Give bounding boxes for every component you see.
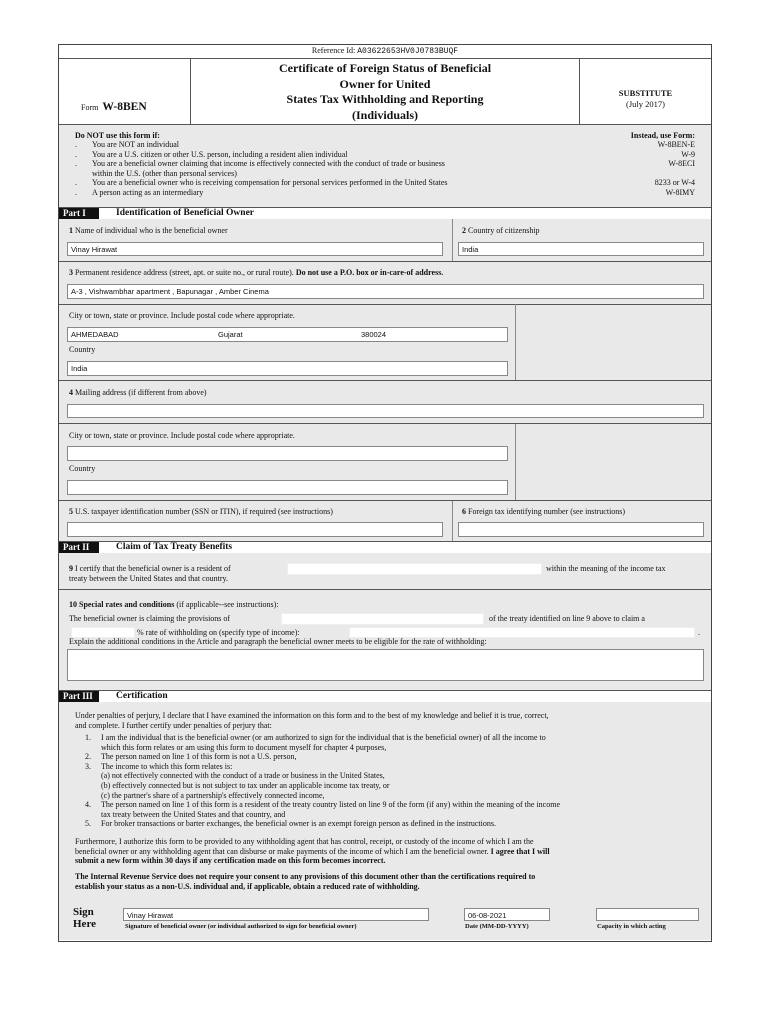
donot-list [75,140,448,198]
paragraph-line: submit a new form within 30 days if any certification made on this form becomes incorrect. [75,856,386,866]
line9-text: 9 I certify that the beneficial owner is a resident of [69,564,231,573]
list-item: 4. The person named on line 1 of this form is a resident of the treaty country listed on line 9 of the form (if any) within the meaning of the income [85,800,560,810]
line10-period: . [698,628,700,637]
list-item: within the U.S. (other than personal services) [92,168,237,178]
form-name: W-8BEN [102,101,147,113]
line6-label: 6 Foreign tax identifying number (see instructions) [462,507,626,516]
mailing-city-field[interactable] [67,446,508,461]
reference-line [59,46,711,56]
city-label: City or town, state or province. Include postal code where appropriate. [69,311,295,320]
line3-label: 3 Permanent residence address (street, apt. or suite no., or rural route). Do not use a P.O. box or in-care-of address. [69,268,444,277]
intro-line: and complete. I further certify under penalties of perjury that: [75,720,272,730]
list-item: . You are a U.S. citizen or other U.S. person, including a resident alien individual [75,149,348,159]
date-field[interactable]: 06-08-2021 [464,908,550,921]
donot-heading: Do NOT use this form if: [75,131,160,140]
line2-label: 2 Country of citizenship [462,226,540,235]
residence-address-field[interactable]: A-3 , Vishwambhar apartment , Bapunagar , Amber Cinema [67,284,704,299]
treaty-country-field[interactable] [287,563,542,575]
capacity-field[interactable] [596,908,699,921]
part1-tag: Part I [59,208,99,219]
us-tin-field[interactable] [67,522,443,537]
date-label: Date (MM-DD-YYYY) [465,923,529,930]
w8ben-form [58,44,712,942]
city-value: AHMEDABAD [71,330,119,339]
divider [59,58,711,59]
reference-label: Reference Id: [311,46,356,55]
beneficial-owner-name-field[interactable]: Vinay Hirawat [67,242,443,256]
city-state-postal-field[interactable] [67,327,508,342]
sign-word: Sign [73,906,94,918]
form-title-line: Certificate of Foreign Status of Beneficial [278,61,492,75]
paragraph-line: The Internal Revenue Service does not require your consent to any provisions of this document other than the certifications required to [75,872,536,881]
divider [452,501,453,541]
divider [59,304,711,305]
line9-text-c: treaty between the United States and that country. [69,574,228,583]
furthermore-paragraph [75,837,550,866]
form-ref: 8233 or W-4 [654,178,695,188]
list-item: . You are NOT an individual [75,140,180,149]
citizenship-country-field[interactable]: India [458,242,704,256]
line5-label: 5 U.S. taxpayer identification number (SSN or ITIN), if required (see instructions) [69,507,333,516]
form-title-line: (Individuals) [351,107,419,122]
here-word: Here [73,918,97,930]
state-value: Gujarat [218,330,243,339]
list-item: . You are a beneficial owner who is receiving compensation for personal services performed in the United States [75,178,448,188]
intro-line: Under penalties of perjury, I declare that I have examined the information on this form and to the best of my knowledge and belief it is true, correct, [75,711,549,720]
line10-text-c: % rate of withholding on (specify type of income): [137,628,300,637]
list-item: 2. The person named on line 1 of this form is not a U.S. person, [85,752,297,762]
line1-label: 1 Name of individual who is the beneficial owner [69,226,228,235]
country-label: Country [69,345,96,354]
line10-text-a: The beneficial owner is claiming the provisions of [69,614,231,623]
list-item: (b) effectively connected but is not subject to tax under an applicable income tax treaty, or [101,780,390,790]
line10-text-b: of the treaty identified on line 9 above to claim a [489,614,645,623]
list-item: 5. For broker transactions or barter exchanges, the beneficial owner is an exempt foreign person as defined in the instructions. [85,819,496,829]
form-ref: W-8IMY [665,187,695,197]
part2-title: Claim of Tax Treaty Benefits [116,542,233,552]
paragraph-line: beneficial owner or any withholding agent that can disburse or make payments of the income of which I am the beneficial owner. I agree that I will [75,846,550,856]
instead-forms [655,140,695,198]
form-version: (July 2017) [626,99,665,109]
line10-heading: 10 Special rates and conditions (if applicable--see instructions): [69,600,279,609]
list-item: 3. The income to which this form relates is: [85,761,233,771]
sign-here-label [73,906,96,930]
form-ref: W-8BEN-E [657,140,695,149]
line10-text-d: Explain the additional conditions in the Article and paragraph the beneficial owner meets to be eligible for the rate of withholding: [69,637,487,646]
part3-tag: Part III [59,691,99,702]
paragraph-line: Furthermore, I authorize this form to be provided to any withholding agent that has control, receipt, or custody of the income of which I am the [75,837,534,846]
list-item: tax treaty between the United States and that country, and [101,809,286,819]
reference-id: A03622653HV0J0783BUQF [357,47,459,56]
mailing-country-field[interactable] [67,480,508,495]
postal-value: 380024 [361,330,387,339]
residence-country-field[interactable]: India [67,361,508,376]
form-ref: W-8ECI [668,159,695,169]
list-item: (c) the partner's share of a partnership's effectively connected income, [101,790,325,800]
signature-label: Signature of beneficial owner (or individual authorized to sign for beneficial owner) [125,923,357,930]
instead-heading: Instead, use Form: [630,131,695,140]
list-item: . A person acting as an intermediary [75,187,204,197]
certification-intro [75,711,549,730]
part3-title: Certification [116,691,168,701]
line4-label: 4 Mailing address (if different from above) [69,388,207,397]
form-id [81,97,147,115]
form-title [191,61,579,123]
list-item: 1. I am the individual that is the beneficial owner (or am authorized to sign for the individual that is the beneficial owner) of all the income to [85,733,546,742]
mailing-city-label: City or town, state or province. Include postal code where appropriate. [69,431,295,440]
line9-text-b: within the meaning of the income tax [546,564,666,573]
capacity-label: Capacity in which acting [597,923,666,930]
form-title-line: States Tax Withholding and Reporting [286,92,484,106]
mailing-country-label: Country [69,464,96,473]
treaty-article-field[interactable] [281,613,484,625]
foreign-tin-field[interactable] [458,522,704,537]
list-item: . You are a beneficial owner claiming that income is effectively connected with the conduct of trade or business [75,159,445,169]
list-item: which this form relates or am using this form to document myself for chapter 4 purposes, [101,742,387,752]
part1-title: Identification of Beneficial Owner [116,208,254,218]
certification-list [85,733,560,829]
form-ref: W-9 [681,149,695,159]
part2-tag: Part II [59,542,99,553]
irs-paragraph [75,872,535,891]
divider [515,304,516,380]
signature-field[interactable]: Vinay Hirawat [123,908,429,921]
divider [452,219,453,261]
paragraph-line: establish your status as a non-U.S. individual and, if applicable, obtain a reduced rate of withholding. [75,881,420,891]
substitute-label: SUBSTITUTE [618,88,673,98]
form-word: Form [81,103,99,112]
additional-conditions-field[interactable] [67,649,704,681]
form-title-line: Owner for United [339,76,431,91]
list-item: (a) not effectively connected with the conduct of a trade or business in the United States, [101,771,385,781]
divider [515,424,516,500]
mailing-address-field[interactable] [67,404,704,418]
